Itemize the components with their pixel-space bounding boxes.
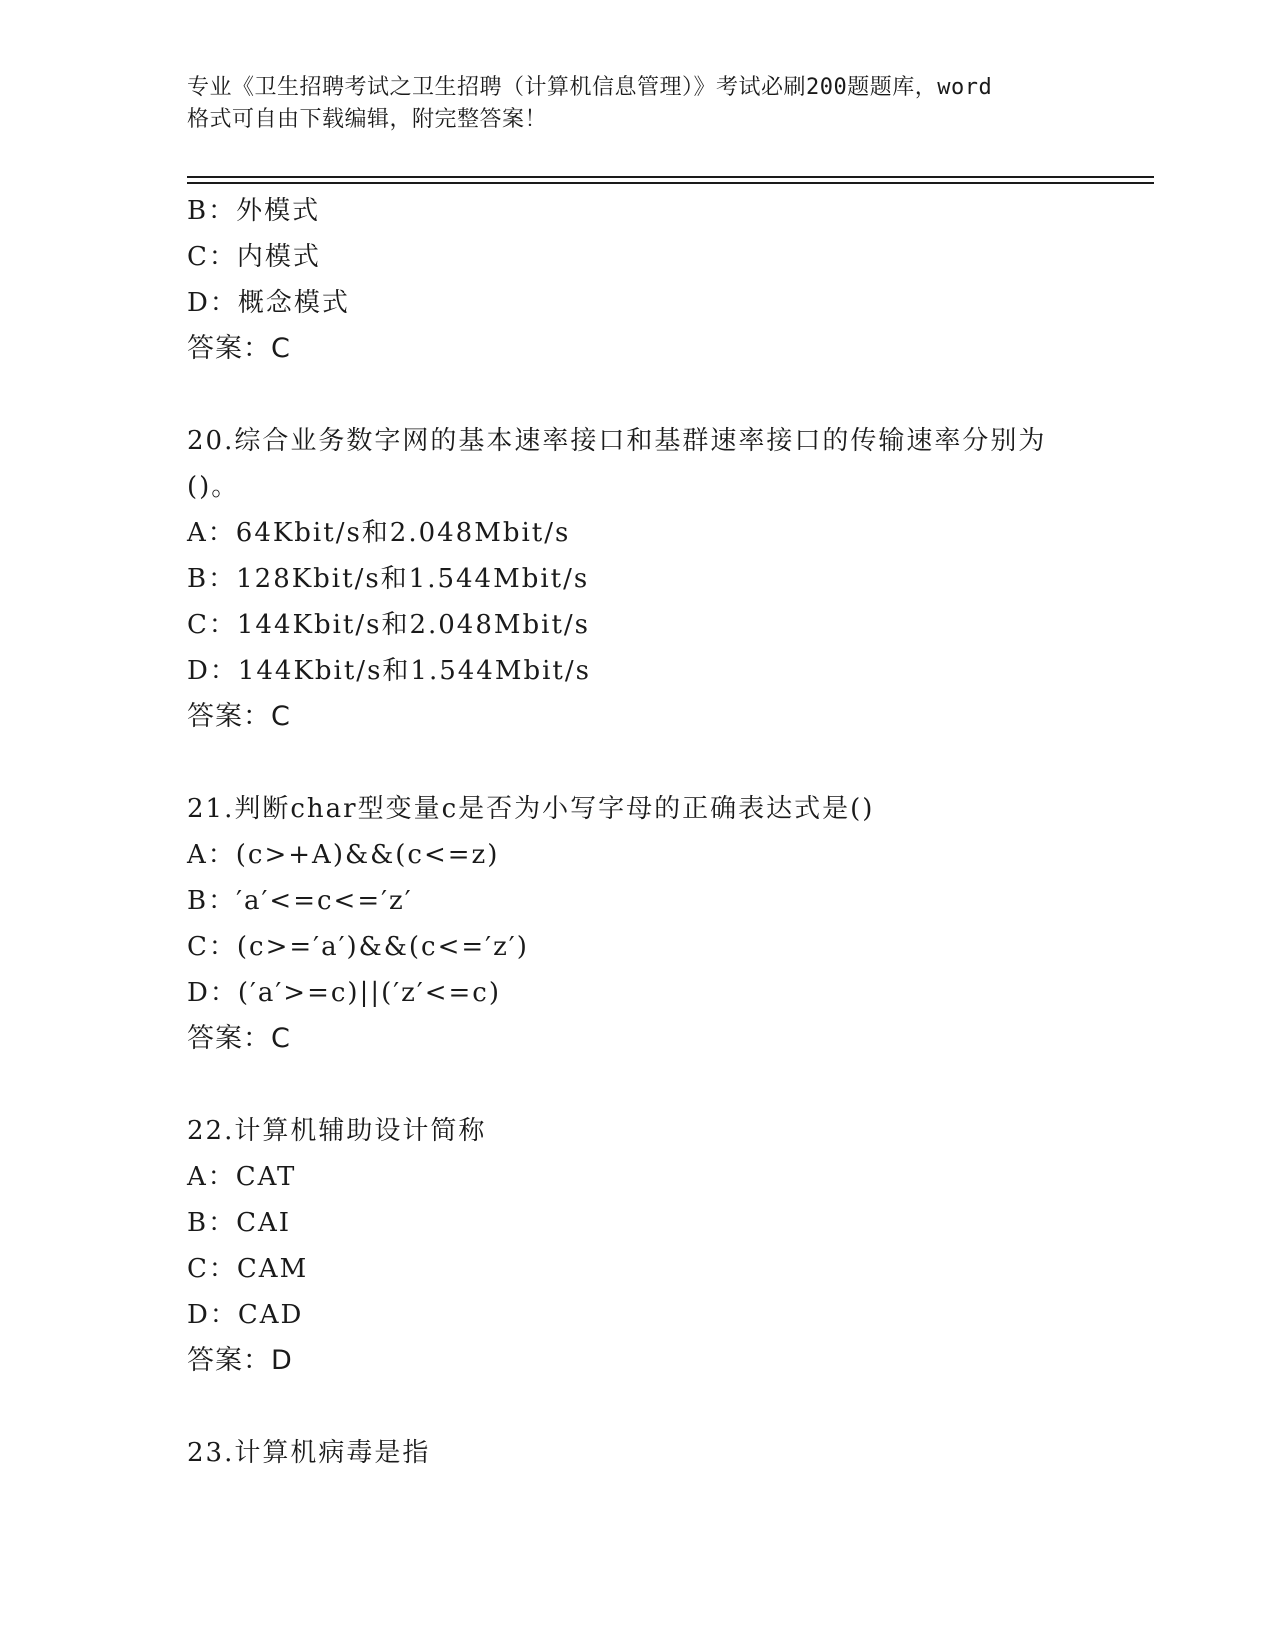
option-b: B：′a′<=c<=′z′ [187, 886, 413, 916]
option-a: A：CAT [187, 1162, 297, 1192]
answer-line: 答案：C [187, 1023, 291, 1054]
answer-line: 答案：D [187, 1345, 293, 1376]
header-rule-top [187, 176, 1154, 178]
option-c: C：(c>=′a′)&&(c<=′z′) [187, 932, 529, 962]
question-stem: 20.综合业务数字网的基本速率接口和基群速率接口的传输速率分别为 [187, 426, 1047, 456]
option-c: C：内模式 [187, 242, 321, 272]
spacer [187, 1062, 1147, 1108]
spacer [187, 740, 1147, 786]
answer-line: 答案：C [187, 701, 291, 732]
question-stem-continued: ()。 [187, 472, 240, 502]
document-header [187, 72, 1087, 136]
option-b: B：CAI [187, 1208, 292, 1238]
question-stem: 22.计算机辅助设计简称 [187, 1116, 487, 1146]
option-b: B：外模式 [187, 196, 321, 226]
answer-line: 答案：C [187, 333, 291, 364]
question-list [187, 188, 1147, 1476]
option-d: D：概念模式 [187, 288, 350, 318]
option-b: B：128Kbit/s和1.544Mbit/s [187, 564, 590, 594]
option-d: D：144Kbit/s和1.544Mbit/s [187, 656, 591, 686]
header-line-2: 格式可自由下载编辑，附完整答案！ [187, 107, 548, 132]
option-d: D：CAD [187, 1300, 304, 1330]
spacer [187, 1384, 1147, 1430]
option-c: C：CAM [187, 1254, 309, 1284]
question-stem: 21.判断char型变量c是否为小写字母的正确表达式是() [187, 794, 875, 824]
question-stem: 23.计算机病毒是指 [187, 1438, 431, 1468]
option-c: C：144Kbit/s和2.048Mbit/s [187, 610, 591, 640]
header-line-1: 专业《卫生招聘考试之卫生招聘（计算机信息管理）》考试必刷200题题库，word [187, 75, 993, 100]
option-a: A：64Kbit/s和2.048Mbit/s [187, 518, 571, 548]
option-a: A：(c>+A)&&(c<=z) [187, 840, 500, 870]
header-rule-bottom [187, 182, 1154, 184]
spacer [187, 372, 1147, 418]
option-d: D：(′a′>=c)||(′z′<=c) [187, 978, 502, 1008]
